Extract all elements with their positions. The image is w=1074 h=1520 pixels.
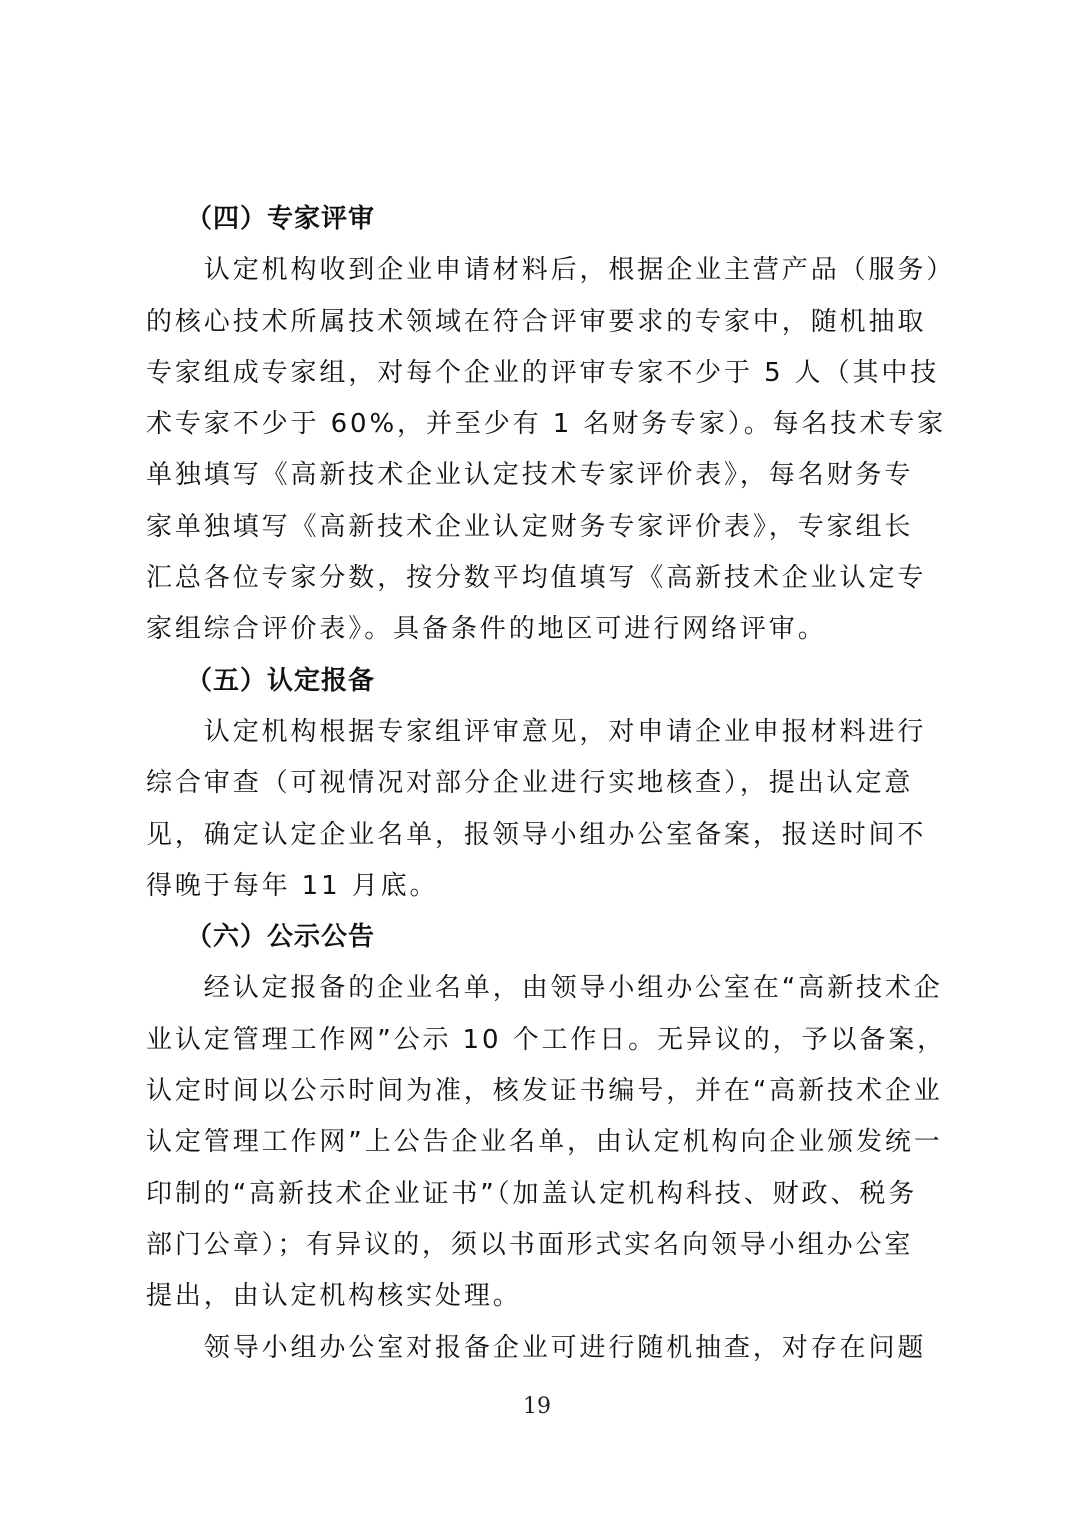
text-line: 印制的“高新技术企业证书”（加盖认定机构科技、财政、税务	[146, 1178, 918, 1209]
text-line: 部门公章）；有异议的，须以书面形式实名向领导小组办公室	[146, 1229, 914, 1260]
text-line: 认定机构根据专家组评审意见，对申请企业申报材料进行	[146, 716, 927, 747]
text-line: 单独填写《高新技术企业认定技术专家评价表》，每名财务专	[146, 460, 914, 491]
text-line: 的核心技术所属技术领域在符合评审要求的专家中，随机抽取	[146, 306, 927, 337]
text-line: 综合审查（可视情况对部分企业进行实地核查），提出认定意	[146, 768, 914, 799]
text-line: 经认定报备的企业名单，由领导小组办公室在“高新技术企	[146, 973, 943, 1004]
text-line: 家组综合评价表》。具备条件的地区可进行网络评审。	[146, 614, 827, 645]
text-line: 业认定管理工作网”公示 10 个工作日。无异议的，予以备案，	[146, 1024, 947, 1055]
text-line: 提出，由认定机构核实处理。	[146, 1281, 522, 1312]
document-body	[146, 194, 956, 1374]
page-number: 19	[523, 1394, 551, 1419]
text-line: 汇总各位专家分数，按分数平均值填写《高新技术企业认定专	[146, 563, 927, 594]
text-line: 得晚于每年 11 月底。	[146, 870, 439, 901]
text-line: 术专家不少于 60%，并至少有 1 名财务专家）。每名技术专家	[146, 409, 947, 440]
section-heading-6: （六）公示公告	[186, 922, 376, 953]
text-line: 认定时间以公示时间为准，核发证书编号，并在“高新技术企业	[146, 1076, 943, 1107]
text-line: 认定机构收到企业申请材料后，根据企业主营产品（服务）	[146, 255, 956, 286]
text-line: 专家组成专家组，对每个企业的评审专家不少于 5 人（其中技	[146, 357, 940, 388]
text-line: 领导小组办公室对报备企业可进行随机抽查，对存在问题	[146, 1332, 927, 1363]
text-line: 家单独填写《高新技术企业认定财务专家评价表》，专家组长	[146, 511, 914, 542]
section-heading-5: （五）认定报备	[186, 665, 376, 696]
text-line: 认定管理工作网”上公告企业名单，由认定机构向企业颁发统一	[146, 1127, 943, 1158]
text-line: 见，确定认定企业名单，报领导小组办公室备案，报送时间不	[146, 819, 927, 850]
section-heading-4: （四）专家评审	[186, 204, 376, 234]
